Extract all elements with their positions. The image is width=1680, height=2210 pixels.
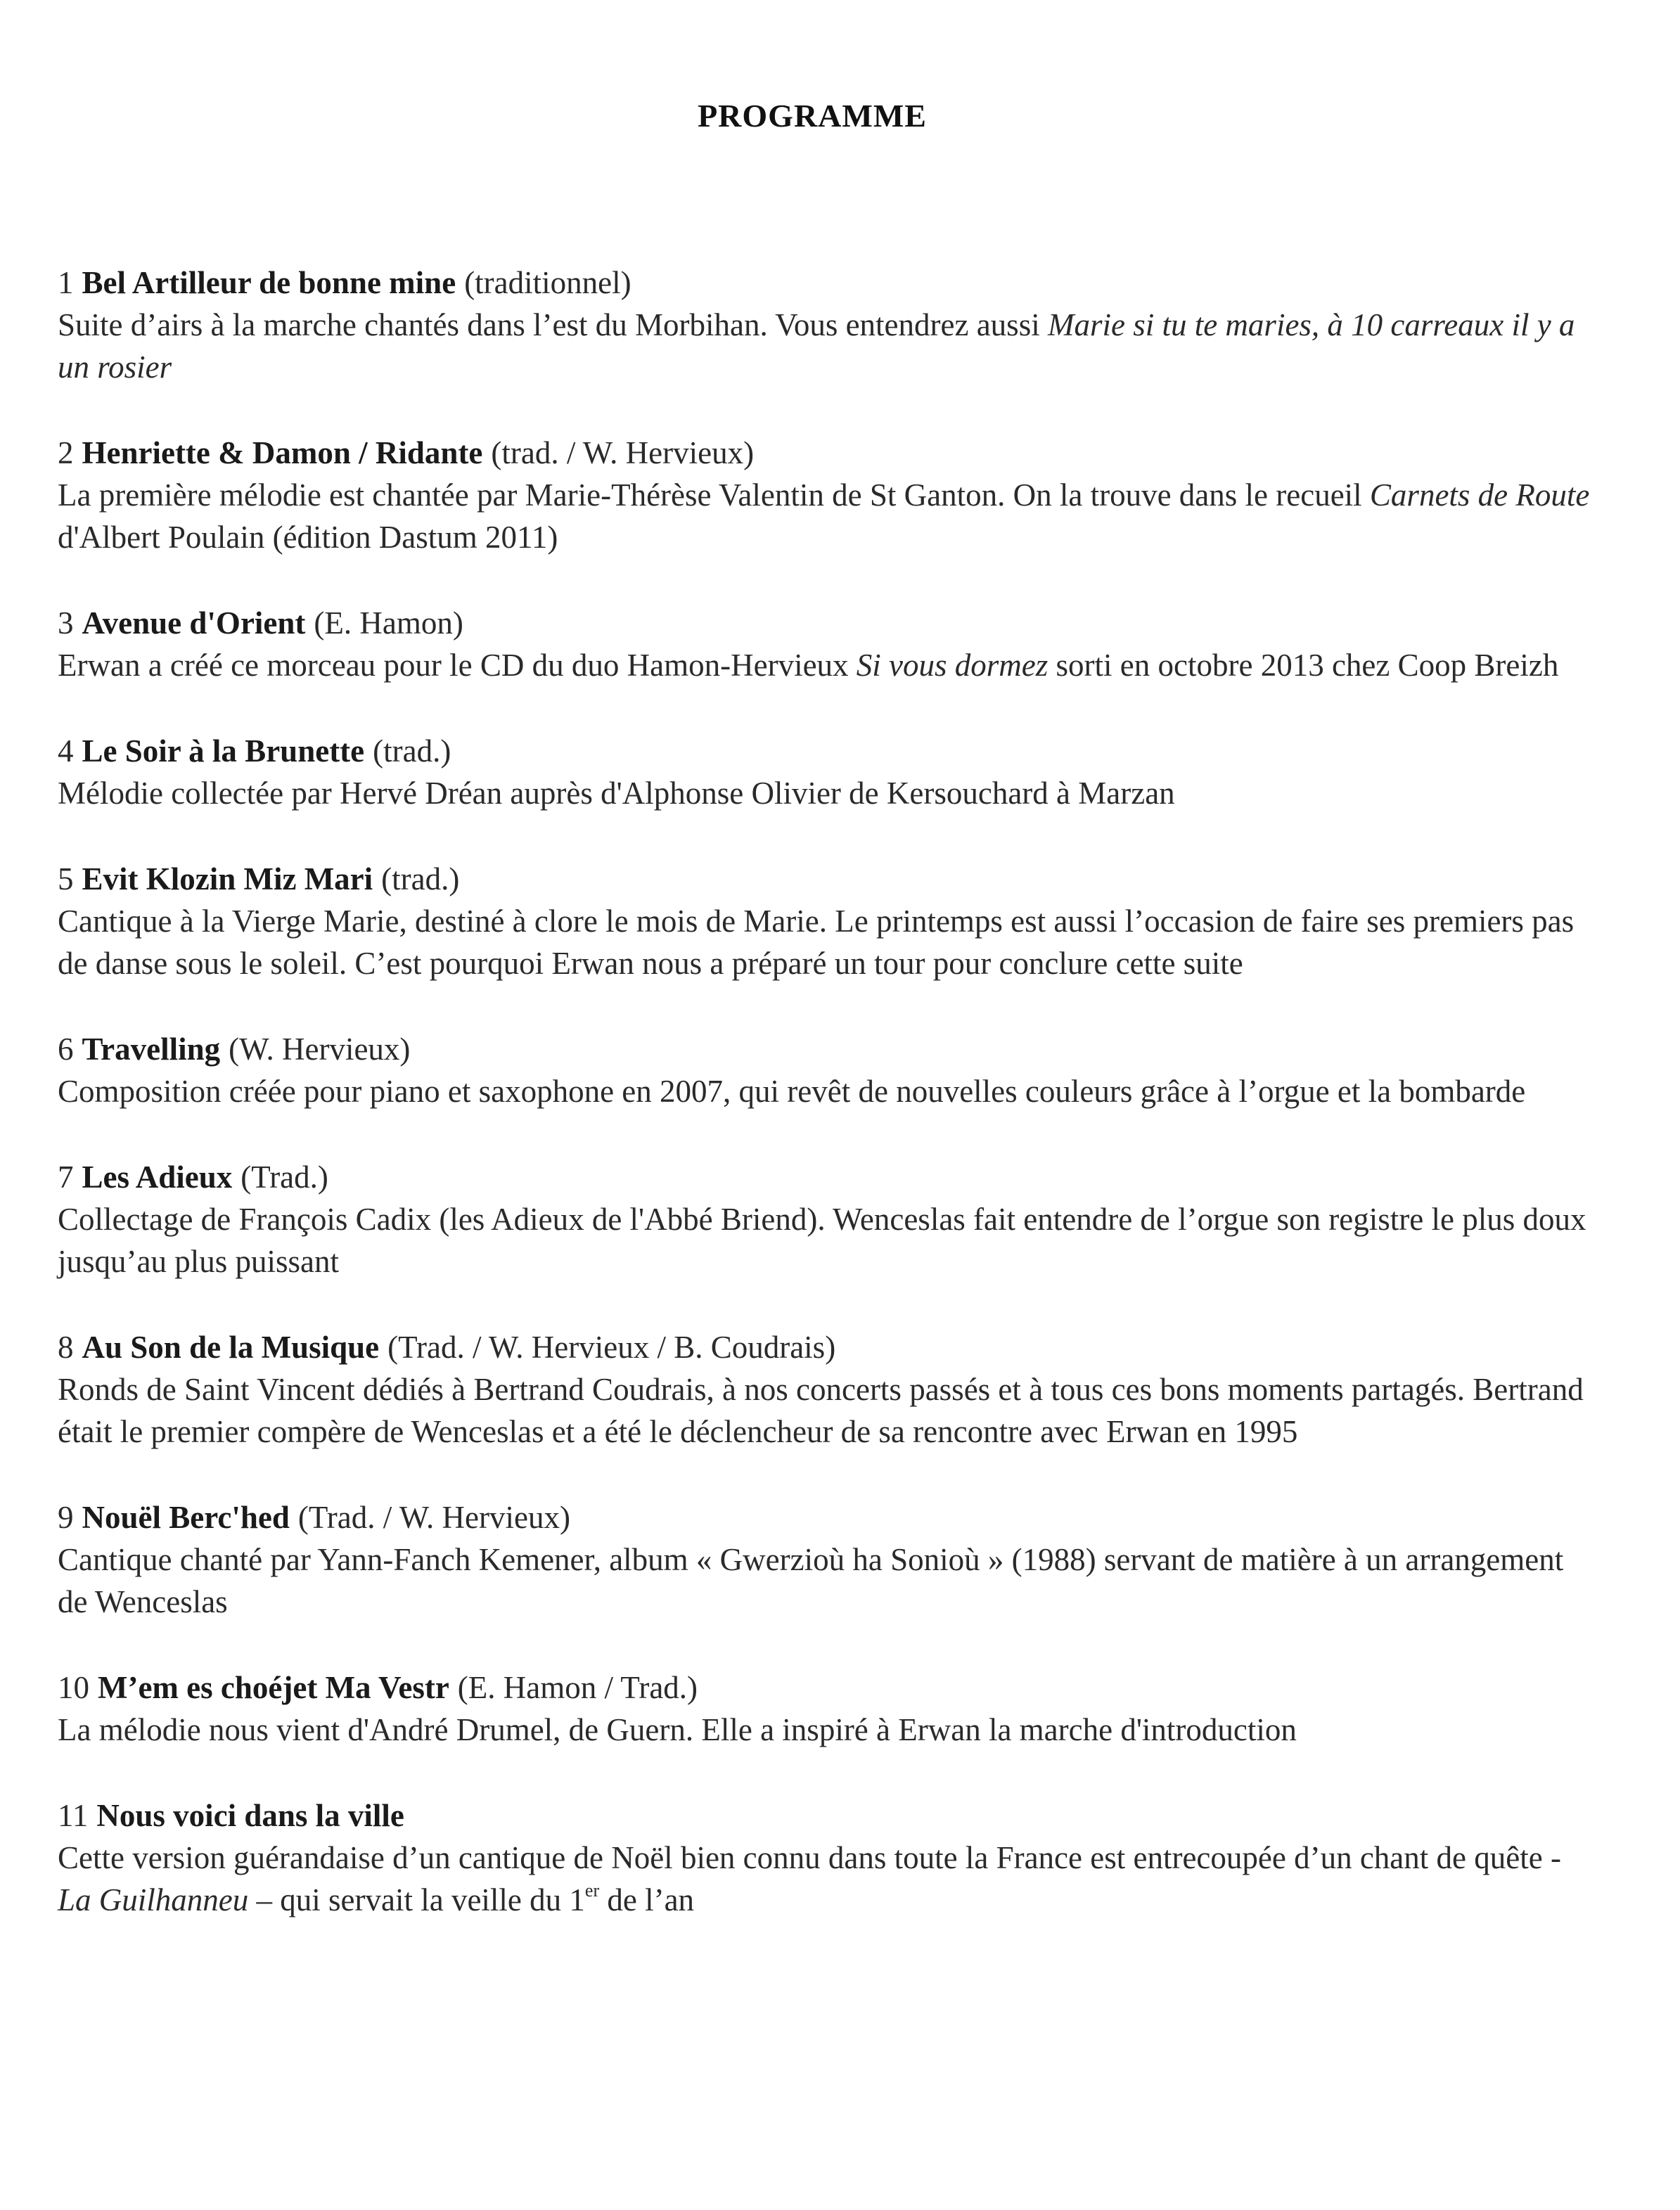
- program-item-description: [58, 304, 1591, 388]
- description-segment: Erwan a créé ce morceau pour le CD du duo Hamon-Hervieux: [58, 648, 857, 683]
- description-segment: – qui servait la veille du 1: [248, 1882, 585, 1917]
- program-item-credit: (E. Hamon): [314, 605, 463, 641]
- program-item-heading: [58, 1496, 1591, 1538]
- program-item-description: [58, 1070, 1591, 1112]
- program-item-heading: [58, 1028, 1591, 1070]
- description-segment: sorti en octobre 2013 chez Coop Breizh: [1048, 648, 1559, 683]
- program-item-heading: [58, 1666, 1591, 1709]
- program-item: [58, 602, 1591, 686]
- description-segment: La mélodie nous vient d'André Drumel, de Guern. Elle a inspiré à Erwan la marche d'introduction: [58, 1712, 1297, 1747]
- program-item-heading: [58, 602, 1591, 644]
- program-item-description: [58, 1538, 1591, 1623]
- description-segment: de l’an: [599, 1882, 695, 1917]
- program-item-number: 9: [58, 1500, 74, 1535]
- page-title: PROGRAMME: [698, 98, 927, 134]
- program-item: [58, 730, 1591, 814]
- program-item-title: Travelling: [82, 1032, 221, 1067]
- program-item-credit: (Trad.): [241, 1159, 328, 1195]
- program-item-number: 10: [58, 1670, 89, 1705]
- description-segment: Suite d’airs à la marche chantés dans l’est du Morbihan. Vous entendrez aussi: [58, 307, 1048, 342]
- program-item: [58, 1156, 1591, 1283]
- description-segment: Collectage de François Cadix (les Adieux de l'Abbé Briend). Wenceslas fait entendre de l’orgue son registre le plus doux jusqu’au plus puissant: [58, 1202, 1586, 1279]
- program-item-credit: (trad.): [373, 733, 451, 769]
- program-item: [58, 1028, 1591, 1112]
- description-segment: La première mélodie est chantée par Marie-Thérèse Valentin de St Ganton. On la trouve dans le recueil: [58, 477, 1370, 513]
- program-item: [58, 858, 1591, 984]
- program-item-description: [58, 772, 1591, 814]
- program-item-credit: (E. Hamon / Trad.): [457, 1670, 698, 1705]
- program-item-number: 7: [58, 1159, 74, 1195]
- program-list: [58, 262, 1591, 1965]
- program-item: [58, 432, 1591, 558]
- program-item-description: [58, 474, 1591, 558]
- program-item: [58, 1666, 1591, 1751]
- program-item-title: M’em es choéjet Ma Vestr: [98, 1670, 449, 1705]
- program-item-credit: (trad. / W. Hervieux): [491, 435, 755, 470]
- program-item-title: Henriette & Damon / Ridante: [82, 435, 483, 470]
- program-item-title: Au Son de la Musique: [82, 1330, 380, 1365]
- program-item-title: Le Soir à la Brunette: [82, 733, 365, 769]
- program-item-number: 11: [58, 1798, 89, 1833]
- description-segment: Cette version guérandaise d’un cantique de Noël bien connu dans toute la France est entrecoupée d’un chant de quête -: [58, 1840, 1561, 1875]
- description-segment: Cantique chanté par Yann-Fanch Kemener, album « Gwerzioù ha Sonioù » (1988) servant de matière à un arrangement de Wenceslas: [58, 1542, 1564, 1619]
- description-segment: Carnets de Route: [1369, 477, 1590, 513]
- description-segment: Mélodie collectée par Hervé Dréan auprès d'Alphonse Olivier de Kersouchard à Marzan: [58, 776, 1175, 811]
- program-item-number: 2: [58, 435, 74, 470]
- program-item-description: [58, 1837, 1591, 1921]
- program-item-number: 4: [58, 733, 74, 769]
- description-segment: Ronds de Saint Vincent dédiés à Bertrand Coudrais, à nos concerts passés et à tous ces bons moments partagés. Bertrand était le premier compère de Wenceslas et a été le déclencheur de sa rencontre avec Erwan en 1995: [58, 1372, 1584, 1449]
- description-segment: d'Albert Poulain (édition Dastum 2011): [58, 520, 558, 555]
- program-item-credit: (W. Hervieux): [229, 1032, 411, 1067]
- program-item: [58, 1326, 1591, 1453]
- description-segment: er: [584, 1880, 600, 1901]
- description-segment: Si vous dormez: [856, 648, 1049, 683]
- program-item-credit: (Trad. / W. Hervieux / B. Coudrais): [387, 1330, 836, 1365]
- program-item-heading: [58, 1156, 1591, 1198]
- program-item-number: 1: [58, 265, 74, 300]
- program-item: [58, 1496, 1591, 1623]
- program-item-number: 6: [58, 1032, 74, 1067]
- description-segment: Marie si tu te maries, à 10 carreaux il y a un rosier: [58, 307, 1575, 385]
- program-item-number: 3: [58, 605, 74, 641]
- program-item-heading: [58, 1794, 1591, 1837]
- program-item-number: 5: [58, 861, 74, 897]
- program-item-title: Nouël Berc'hed: [82, 1500, 290, 1535]
- program-item-title: Avenue d'Orient: [82, 605, 306, 641]
- program-item-credit: (Trad. / W. Hervieux): [297, 1500, 570, 1535]
- description-segment: Composition créée pour piano et saxophone en 2007, qui revêt de nouvelles couleurs grâce à l’orgue et la bombarde: [58, 1074, 1526, 1109]
- program-item-heading: [58, 730, 1591, 772]
- program-item-description: [58, 1709, 1591, 1751]
- program-item-title: Bel Artilleur de bonne mine: [82, 265, 456, 300]
- program-item-description: [58, 1198, 1591, 1283]
- program-item-title: Evit Klozin Miz Mari: [82, 861, 373, 897]
- program-item-heading: [58, 262, 1591, 304]
- program-item-title: Nous voici dans la ville: [96, 1798, 404, 1833]
- program-item-heading: [58, 432, 1591, 474]
- program-item: [58, 262, 1591, 388]
- program-item-credit: (traditionnel): [464, 265, 631, 300]
- description-segment: Cantique à la Vierge Marie, destiné à clore le mois de Marie. Le printemps est aussi l’occasion de faire ses premiers pas de danse sous le soleil. C’est pourquoi Erwan nous a préparé un tour pour conclure cette suite: [58, 904, 1575, 981]
- program-item-description: [58, 644, 1591, 686]
- program-item-title: Les Adieux: [82, 1159, 233, 1195]
- program-item: [58, 1794, 1591, 1921]
- program-item-credit: (trad.): [381, 861, 460, 897]
- program-item-heading: [58, 1326, 1591, 1368]
- program-item-description: [58, 900, 1591, 984]
- description-segment: La Guilhanneu: [58, 1882, 249, 1917]
- program-item-heading: [58, 858, 1591, 900]
- program-item-number: 8: [58, 1330, 74, 1365]
- program-item-description: [58, 1368, 1591, 1453]
